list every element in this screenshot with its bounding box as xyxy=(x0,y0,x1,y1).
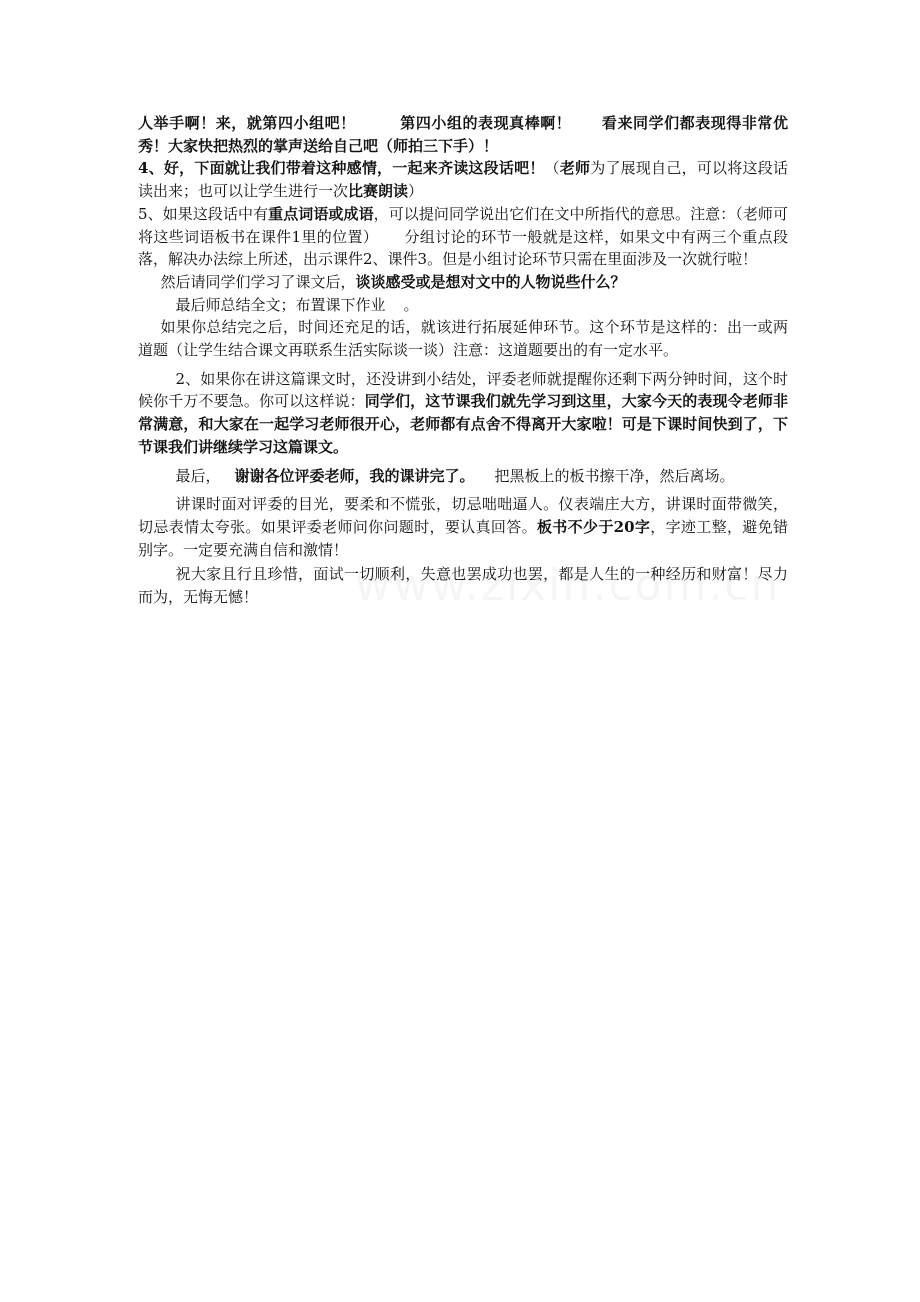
p2-text-f: ） xyxy=(408,182,424,201)
p7-text-b: 同学们，这节课我们就先学习到这里，大家今天的表现令老师非常满意，和大家在一起学习老师很开心，老师都有点舍不得离开大家啦！可是下课时间快到了，下节课我们讲继续学习这篇课文。 xyxy=(138,392,788,456)
p8-text-a: 最后， xyxy=(175,466,221,485)
paragraph-5 xyxy=(138,294,788,317)
p3-text-a: 5、如果这段话中有 xyxy=(138,204,269,223)
p5-text-b: 。 xyxy=(403,295,419,314)
p8-text-b: 谢谢各位评委老师，我的课讲完了。 xyxy=(234,466,475,485)
p4-text-a: 然后请同学们学习了课文后， xyxy=(160,272,356,291)
p4-text-b: 谈谈感受或是想对文中的人物说些什么？ xyxy=(355,272,626,291)
p2-text-e: 比赛朗读 xyxy=(348,182,409,201)
p2-text-b: （ xyxy=(544,159,560,178)
paragraph-9 xyxy=(138,493,788,561)
paragraph-1 xyxy=(138,112,788,157)
document-body xyxy=(138,112,788,609)
p2-text-c: 老师 xyxy=(559,159,591,178)
p3-text-b: 重点词语或成语 xyxy=(268,204,374,223)
p6-text-a: 如果你总结完之后，时间还充足的话，就该进行拓展延伸环节。这个环节是这样的：出一或两道题（让学生结合课文再联系生活实际谈一谈）注意：这道题要出的有一定水平。 xyxy=(138,318,788,360)
p3-text-c: ，可以提问同学说出它们在文中所指代的意思。注意：（老师可将这些词语板书在课件1里的位置） xyxy=(138,204,788,246)
p1-text-a: 人举手啊！来，就第四小组吧！ xyxy=(138,114,356,132)
paragraph-4 xyxy=(138,271,788,294)
p9-text-a: 讲课时面对评委的目光，要柔和不慌张，切忌咄咄逼人。仪表端庄大方，讲课时面带微笑，切忌表情太夸张。如果评委老师问你问题时，要认真回答。 xyxy=(138,495,788,536)
paragraph-6 xyxy=(138,316,788,361)
p2-text-d: 为了展现自己，可以将这段话读出来；也可以让学生进行一次 xyxy=(138,159,788,201)
paragraph-7 xyxy=(138,368,788,459)
p2-text-a: 4、好，下面就让我们带着这种感情，一起来齐读这段话吧！ xyxy=(138,159,545,178)
paragraph-3 xyxy=(138,203,788,271)
p9-text-c: ，字迹工整，避免错别字。一定要充满自信和激情！ xyxy=(138,517,788,559)
p9-text-b: 板书不少于20字 xyxy=(536,517,651,536)
p10-text-a: 祝大家且行且珍惜，面试一切顺利，失意也罢成功也罢，都是人生的一种经历和财富！尽力而为，无悔无憾！ xyxy=(138,565,788,607)
p8-text-c: 把黑板上的板书擦干净，然后离场。 xyxy=(494,466,735,485)
p1-text-b: 第四小组的表现真棒啊！ xyxy=(399,114,572,132)
paragraph-2 xyxy=(138,157,788,202)
p7-text-a: 2、如果你在讲这篇课文时，还没讲到小结处，评委老师就提醒你还剩下两分钟时间，这个时候你千万不要急。你可以这样说： xyxy=(138,369,788,411)
p3-text-d: 分组讨论的环节一般就是这样，如果文中有两三个重点段落，解决办法综上所述，出示课件2、课件3。但是小组讨论环节只需在里面涉及一次就行啦！ xyxy=(138,227,788,269)
paragraph-8 xyxy=(138,465,788,488)
paragraph-10 xyxy=(138,563,788,608)
p1-text-c: 看来同学们都表现得非常优秀！大家快把热烈的掌声送给自己吧（师拍三下手）！ xyxy=(138,114,788,155)
p5-text-a: 最后师总结全文；布置课下作业 xyxy=(175,295,386,314)
